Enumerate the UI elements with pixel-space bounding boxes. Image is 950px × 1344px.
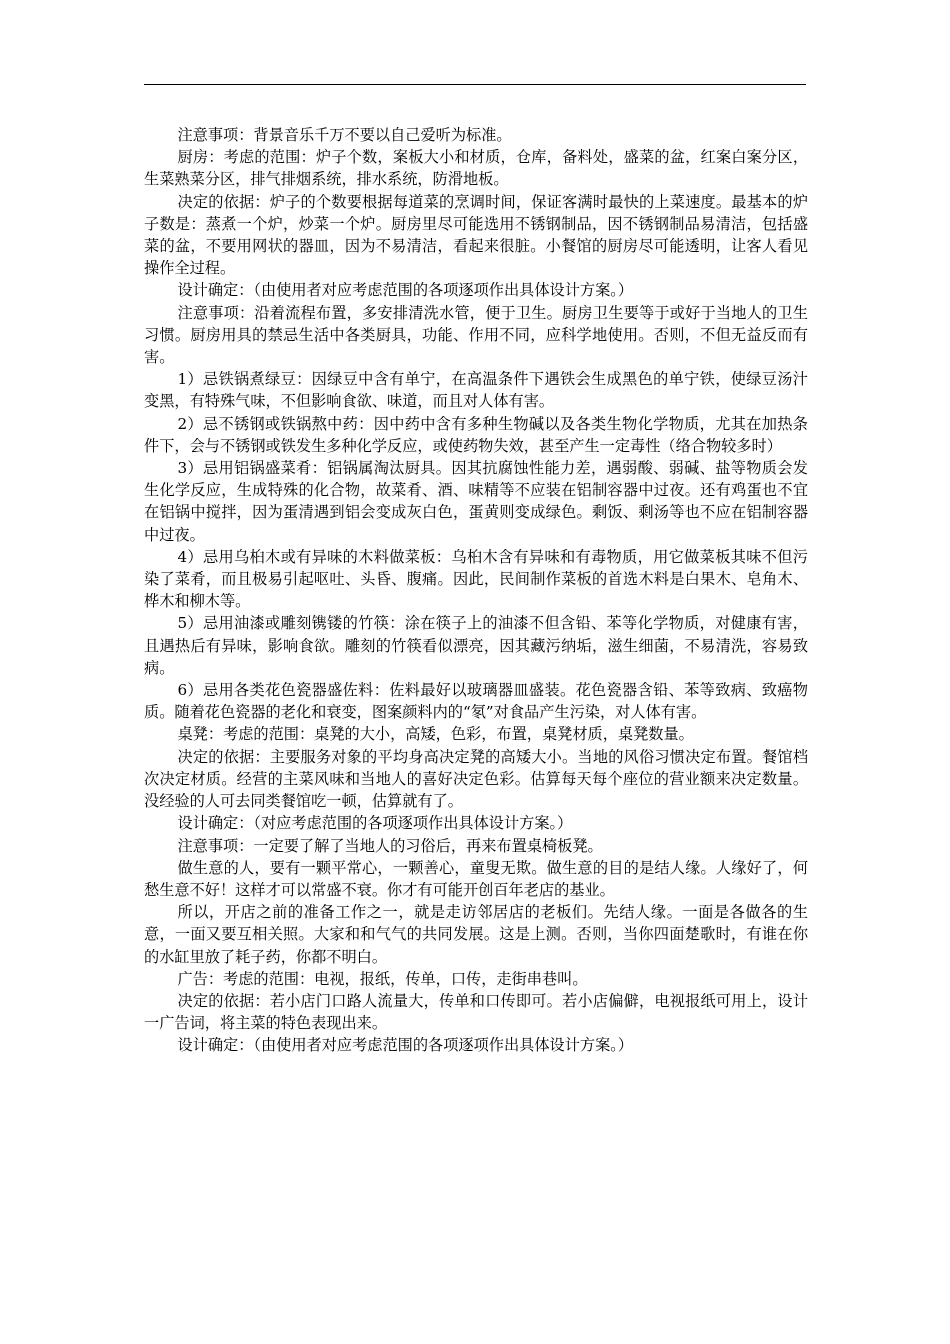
paragraph: 注意事项：背景音乐千万不要以自己爱听为标准。 <box>177 126 512 144</box>
paragraph: 6）忌用各类花色瓷器盛佐料：佐料最好以玻璃器皿盛装。花色瓷器含铅、苯等致病、致癌物质。随着花色瓷器的老化和衰变，图案颜料内的“氡”对食品产生污染，对人体有害。 <box>144 681 808 722</box>
document-body <box>144 124 808 1057</box>
paragraph: 所以，开店之前的准备工作之一，就是走访邻居店的老板们。先结人缘。一面是各做各的生意，一面又要互相关照。大家和和气气的共同发展。这是上测。否则，当你四面楚歌时，有谁在你的水缸里放了耗子药，你都不明白。 <box>144 903 808 966</box>
paragraph: 设计确定：（由使用者对应考虑范围的各项逐项作出具体设计方案。） <box>177 281 634 300</box>
paragraph: 3）忌用铝锅盛菜肴：铝锅属淘汰厨具。因其抗腐蚀性能力差，遇弱酸、弱碱、盐等物质会发生化学反应，生成特殊的化合物，故菜肴、酒、味精等不应装在铝制容器中过夜。还有鸡蛋也不宜在铝锅中搅拌，因为蛋清遇到铝会变成灰白色，蛋黄则变成绿色。剩饭、剩汤等也不应在铝制容器中过夜。 <box>144 459 808 544</box>
paragraph: 桌凳：考虑的范围：桌凳的大小，高矮，色彩，布置，桌凳材质，桌凳数量。 <box>177 725 694 744</box>
paragraph: 2）忌不锈钢或铁锅熬中药：因中药中含有多种生物碱以及各类生物化学物质，尤其在加热条件下，会与不锈钢或铁发生多种化学反应，或使药物失效，甚至产生一定毒性（络合物较多时） <box>144 414 808 455</box>
paragraph: 决定的依据：若小店门口路人流量大，传单和口传即可。若小店偏僻，电视报纸可用上，设计一广告词，将主菜的特色表现出来。 <box>144 991 808 1033</box>
paragraph: 设计确定：（由使用者对应考虑范围的各项逐项作出具体设计方案。） <box>177 1036 634 1055</box>
paragraph: 厨房：考虑的范围：炉子个数，案板大小和材质，仓库，备料处，盛菜的盆，红案白案分区，生菜熟菜分区，排气排烟系统，排水系统，防滑地板。 <box>144 148 808 189</box>
paragraph: 广告：考虑的范围：电视，报纸，传单，口传，走街串巷叫。 <box>177 969 588 988</box>
paragraph: 注意事项：一定要了解了当地人的习俗后，再来布置桌椅板凳。 <box>177 836 603 855</box>
paragraph: 注意事项：沿着流程布置，多安排清洗水管，便于卫生。厨房卫生要等于或好于当地人的卫生习惯。厨房用具的禁忌生活中各类厨具，功能、作用不同，应科学地使用。否则，不但无益反而有害。 <box>144 303 808 367</box>
paragraph: 4）忌用乌桕木或有异味的木料做菜板：乌桕木含有异味和有毒物质，用它做菜板其味不但污染了菜肴，而且极易引起呕吐、头昏、腹痛。因此，民间制作菜板的首选木料是白果木、皂角木、桦木和柳木等。 <box>144 547 808 611</box>
paragraph: 决定的依据：炉子的个数要根据每道菜的烹调时间，保证客满时最快的上菜速度。最基本的炉子数是：蒸煮一个炉，炒菜一个炉。厨房里尽可能选用不锈钢制品，因不锈钢制品易清洁，包括盛菜的盆，不要用网状的器皿，因为不易清洁，看起来很脏。小餐馆的厨房尽可能透明，让客人看见操作全过程。 <box>144 192 808 278</box>
paragraph: 设计确定：（对应考虑范围的各项逐项作出具体设计方案。） <box>177 814 573 833</box>
header-rule <box>144 84 806 85</box>
paragraph: 5）忌用油漆或雕刻镌镂的竹筷：涂在筷子上的油漆不但含铅、苯等化学物质，对健康有害，且遇热后有异味，影响食欲。雕刻的竹筷看似漂亮，因其藏污纳垢，滋生细菌，不易清洗，容易致病。 <box>144 614 808 677</box>
paragraph: 1）忌铁锅煮绿豆：因绿豆中含有单宁，在高温条件下遇铁会生成黑色的单宁铁，使绿豆汤汁变黑，有特殊气味，不但影响食欲、味道，而且对人体有害。 <box>144 370 808 411</box>
paragraph: 决定的依据：主要服务对象的平均身高决定凳的高矮大小。当地的风俗习惯决定布置。餐馆档次决定材质。经营的主菜风味和当地人的喜好决定色彩。估算每天每个座位的营业额来决定数量。没经验的人可去同类餐馆吃一顿，估算就有了。 <box>144 747 808 811</box>
paragraph: 做生意的人，要有一颗平常心，一颗善心，童叟无欺。做生意的目的是结人缘。人缘好了，何愁生意不好！这样才可以常盛不衰。你才有可能开创百年老店的基业。 <box>144 858 808 899</box>
